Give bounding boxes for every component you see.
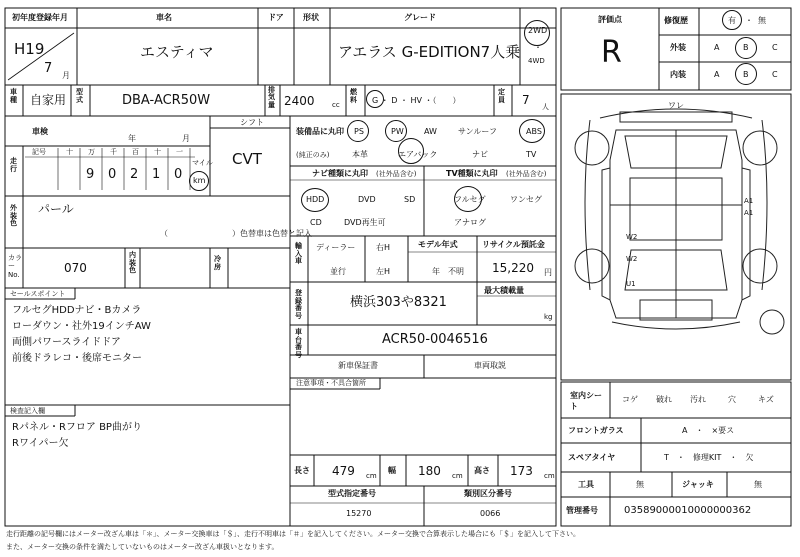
- navi-dvd: DVD: [358, 195, 376, 204]
- equip-abs-circle: [519, 119, 545, 143]
- tv-sub: (社外品含む): [506, 170, 547, 178]
- tools-value: 無: [636, 480, 644, 489]
- score-label: 評価点: [598, 15, 622, 24]
- mileage-digit-4: 2: [130, 167, 139, 182]
- diagram-mark-w2-1: W2: [626, 233, 638, 241]
- mileage-unit-6: 一: [176, 148, 183, 156]
- equip-tv: TV: [526, 150, 537, 159]
- seat-option-5: キズ: [758, 395, 774, 404]
- model-year-label: モデル年式: [418, 240, 458, 249]
- mileage-sub-label: 記号: [32, 148, 46, 156]
- navi-cd: CD: [310, 218, 322, 227]
- import-dealer: ディーラー: [316, 243, 356, 252]
- color-code: 070: [64, 261, 87, 275]
- tv-oneseg: ワンセグ: [510, 195, 542, 204]
- repair-label: 修復歴: [664, 16, 688, 25]
- fuel-g-circle: [366, 90, 384, 108]
- inspector-label: 検査記入欄: [10, 407, 45, 415]
- windshield-value: A ・ ×要ス: [682, 426, 735, 435]
- footer-line-2: また、メーター交換の条件を満たしていないものはメーター改ざん車扱いとなります。: [6, 543, 279, 551]
- windshield-label: フロントガラス: [568, 426, 624, 435]
- color-label: 外装色: [10, 204, 17, 228]
- first-reg-label: 初年度登録年月: [12, 13, 68, 22]
- seat-option-4: 穴: [728, 395, 736, 404]
- car-name-label: 車名: [156, 13, 172, 22]
- seat-option-2: 破れ: [656, 395, 672, 404]
- inspection-label: 車検: [32, 127, 48, 136]
- width-cm: cm: [452, 472, 463, 480]
- mileage-unit-1: 十: [66, 148, 73, 156]
- equip-navi: ナビ: [472, 150, 488, 159]
- interior-grade-c: C: [772, 70, 778, 79]
- model-label: 型式: [76, 88, 83, 104]
- equip-abs: ABS: [526, 127, 542, 136]
- tv-analog: アナログ: [454, 218, 486, 227]
- model-value: DBA-ACR50W: [122, 93, 211, 108]
- sales-point-1: フルセグHDDナビ・Bカメラ: [12, 305, 142, 316]
- model-year-value: 年 不明: [432, 267, 464, 276]
- interior-b-circle: [735, 63, 757, 85]
- diagram-mark-w2-2: W2: [626, 255, 638, 263]
- equip-aw: AW: [424, 127, 437, 136]
- category-label: 類別区分番号: [464, 489, 512, 498]
- diagram-mark-ware: ワレ: [668, 101, 684, 110]
- evaluation-score: R: [601, 35, 622, 70]
- length-value: 479: [332, 464, 355, 478]
- drive-4wd: 4WD: [528, 57, 545, 65]
- door-label: ドア: [268, 13, 284, 22]
- displacement-label: 排気量: [268, 86, 275, 109]
- first-reg-month: 7: [44, 61, 53, 76]
- fuel-label: 燃料: [350, 88, 357, 104]
- mgmt-value: 03589000010000000362: [624, 505, 752, 516]
- car-diagram: [575, 109, 784, 334]
- interior-grade-a: A: [714, 70, 720, 79]
- seat-option-1: コゲ: [622, 395, 638, 404]
- exterior-label: 外装: [670, 43, 686, 52]
- capacity-label: 定員: [498, 88, 505, 104]
- mileage-unit-4: 百: [132, 148, 139, 156]
- spare-tire-value: T ・ 修理KIT ・ 欠: [664, 453, 754, 462]
- mileage-label: 走行: [10, 157, 17, 173]
- import-left: 左H: [376, 267, 391, 276]
- grade-label: グレード: [404, 13, 436, 22]
- usage-value: 自家用: [30, 93, 67, 107]
- length-label: 長さ: [294, 466, 310, 475]
- type-designation-value: 15270: [346, 509, 372, 518]
- mileage-unit-3: 千: [110, 148, 117, 156]
- mgmt-label: 管理番号: [566, 506, 598, 515]
- diagram-mark-u1: U1: [626, 280, 636, 288]
- height-value: 173: [510, 464, 533, 478]
- repair-yes-circle: [722, 10, 742, 30]
- interior-color-label: 内装色: [129, 251, 136, 275]
- mileage-digit-5: 1: [152, 167, 161, 182]
- shift-label: シフト: [240, 118, 264, 127]
- interior-seat-label: 室内シート: [570, 391, 602, 412]
- tv-fullseg: フルセグ: [454, 195, 486, 204]
- navi-sub: (社外品含む): [376, 170, 417, 178]
- cc-unit: cc: [332, 101, 340, 109]
- exterior-grade-b: B: [743, 43, 749, 52]
- mile-label: マイル: [192, 159, 213, 167]
- capacity-value: 7: [522, 93, 530, 107]
- equip-pw: PW: [391, 127, 404, 136]
- equip-ps: PS: [354, 127, 364, 136]
- repair-yes: 有: [728, 16, 736, 25]
- mileage-digit-2: 9: [86, 167, 95, 182]
- navi-dvd-play: DVD再生可: [344, 218, 386, 227]
- mileage-digit-3: 0: [108, 167, 117, 182]
- footer-line-1: 走行距離の記号欄にはメーター改ざん車は「＊」、メーター交換車は「＄」、走行不明車は「＃」を記入してください。メーター交換で合算表示した場合にも「＄」を記入して下さい。: [6, 530, 580, 538]
- interior-grade-b: B: [743, 70, 749, 79]
- inspection-year: 年: [128, 134, 136, 143]
- repair-no: 無: [758, 16, 766, 25]
- equipment-label: 装備品に丸印: [296, 127, 344, 136]
- warranty-label: 新車保証書: [338, 361, 378, 370]
- import-parallel: 並行: [330, 267, 346, 276]
- color-change-note: （ ）色替車は色替と記入: [160, 229, 312, 238]
- height-cm: cm: [544, 472, 555, 480]
- import-right: 右H: [376, 243, 391, 252]
- sales-points-label: セールスポイント: [10, 290, 66, 298]
- mileage-unit-5: 十: [154, 148, 161, 156]
- equip-ps-circle: [347, 120, 369, 142]
- fuel-options: G ・ D ・ HV ・（ ）: [372, 96, 461, 105]
- manual-label: 車両取説: [474, 361, 506, 370]
- equipment-sub-label: (純正のみ): [296, 151, 330, 159]
- mileage-unit-2: 万: [88, 148, 95, 156]
- jack-label: ジャッキ: [682, 480, 714, 489]
- max-load-label: 最大積載量: [484, 286, 524, 295]
- exterior-b-circle: [735, 37, 757, 59]
- month-unit: 月: [62, 71, 70, 80]
- inspector-line-2: Rワイパー欠: [12, 438, 69, 449]
- diagram-mark-a1-1: A1: [744, 197, 754, 205]
- notes-label: 注意事項・不具合箇所: [296, 379, 366, 387]
- sales-point-3: 両側パワースライドドア: [12, 337, 121, 348]
- displacement-value: 2400: [284, 94, 315, 108]
- width-label: 幅: [388, 466, 396, 475]
- mileage-digit-6: 0: [174, 167, 183, 182]
- shape-label: 形状: [303, 13, 319, 22]
- repair-dot: ・: [745, 16, 753, 25]
- chassis-label: 車台番号: [295, 328, 302, 360]
- drive-2wd: 2WD: [528, 26, 548, 35]
- tv-label: TV種類に丸印: [446, 169, 498, 178]
- color-code-label: カラーNo.: [8, 254, 22, 279]
- recycle-value: 15,220: [492, 261, 534, 275]
- chassis-value: ACR50-0046516: [382, 332, 488, 347]
- recycle-label: リサイクル預託金: [482, 240, 545, 249]
- color-value: パール: [38, 202, 74, 216]
- navi-hdd-circle: [301, 188, 329, 212]
- capacity-unit: 人: [542, 103, 549, 111]
- cooler-label: 冷房: [214, 255, 221, 271]
- first-reg-era: H19: [14, 40, 45, 58]
- drive-dot: ・: [534, 43, 542, 52]
- category-value: 0066: [480, 509, 501, 518]
- sales-point-2: ローダウン・社外19インチAW: [12, 321, 151, 332]
- inspector-line-1: Rパネル・Rフロア BP曲がり: [12, 422, 142, 433]
- equip-airbag-circle: [398, 138, 424, 164]
- navi-sd: SD: [404, 195, 416, 204]
- seat-option-3: 汚れ: [690, 395, 706, 404]
- vehicle-type-label: 車種: [10, 88, 17, 104]
- width-value: 180: [418, 464, 441, 478]
- sales-point-4: 前後ドラレコ・後席モニター: [12, 353, 142, 364]
- grade: アエラス G-EDITION7人乗: [338, 43, 521, 61]
- interior-label: 内装: [670, 70, 686, 79]
- tv-fullseg-circle: [454, 186, 482, 212]
- shift-value: CVT: [232, 150, 262, 168]
- height-label: 高さ: [474, 466, 490, 475]
- import-label: 輸入車: [295, 242, 302, 266]
- type-designation-label: 型式指定番号: [328, 489, 376, 498]
- km-label: km: [193, 176, 206, 185]
- equip-airbag: エアバック: [398, 150, 438, 159]
- spare-tire-label: スペアタイヤ: [568, 453, 616, 462]
- recycle-yen: 円: [544, 268, 552, 277]
- tools-label: 工具: [578, 480, 594, 489]
- exterior-grade-c: C: [772, 43, 778, 52]
- jack-value: 無: [754, 480, 762, 489]
- navi-label: ナビ種類に丸印: [312, 169, 368, 178]
- diagram-mark-a1-2: A1: [744, 209, 754, 217]
- exterior-grade-a: A: [714, 43, 720, 52]
- equip-sunroof: サンルーフ: [458, 127, 497, 136]
- max-load-kg: kg: [544, 313, 553, 321]
- length-cm: cm: [366, 472, 377, 480]
- km-circle: [189, 171, 209, 191]
- inspection-month: 月: [182, 134, 190, 143]
- car-name: エスティマ: [140, 43, 214, 61]
- navi-hdd: HDD: [306, 195, 325, 204]
- equip-leather: 本革: [352, 150, 368, 159]
- registration-value: 横浜303や8321: [350, 295, 447, 310]
- registration-label: 登録番号: [295, 289, 302, 321]
